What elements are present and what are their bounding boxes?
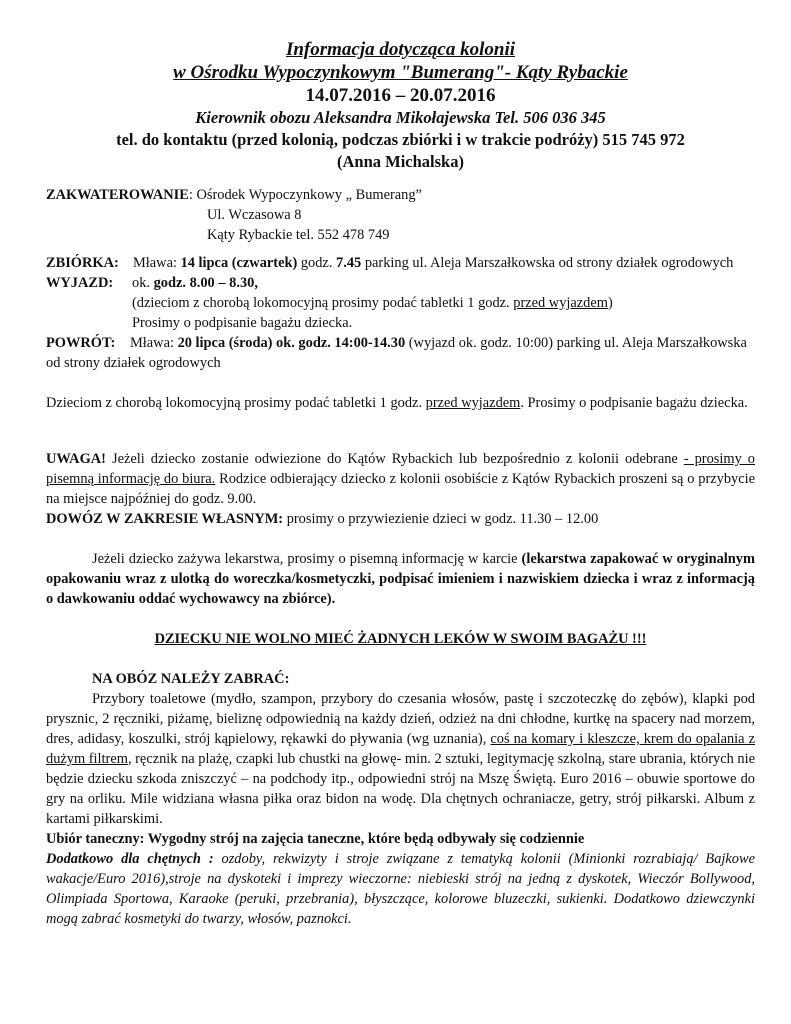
no-medication-warning: DZIECKU NIE WOLNO MIEĆ ŻADNYCH LEKÓW W SWOIM BAGAŻU !!! [154,631,647,647]
motion-sickness-end: . Prosimy o podpisanie bagażu dziecka. [520,395,748,411]
gathering-place: Mława: [133,255,181,271]
departure-section [46,253,755,373]
accommodation-street: Ul. Wczasowa 8 [207,207,302,223]
title-line-2: w Ośrodku Wypoczynkowym "Bumerang"- Kąty Rybackie [173,62,628,83]
gathering-time: 7.45 [336,255,362,271]
departure-prefix: ok. [132,275,154,291]
dance-outfit: Ubiór taneczny: Wygodny strój na zajęcia taneczne, które będą odbywały się codziennie [46,831,585,847]
notice-underlined: - prosimy o pisemną informację do biura. [46,451,755,487]
packing-list [46,689,755,829]
camp-leader: Kierownik obozu Aleksandra Mikołajewska Tel. 506 036 345 [195,108,606,127]
motion-sickness-paragraph [46,393,755,413]
return-label: POWRÓT: [46,335,116,351]
departure-time: godz. 8.00 – 8.30, [153,275,258,291]
departure-note-end: ) [607,295,613,311]
title-line-1: Informacja dotycząca kolonii [285,39,516,60]
extras-label: Dodatkowo dla chętnych : [46,851,214,867]
extras-paragraph [46,849,755,929]
header [46,38,755,173]
departure-luggage-note: Prosimy o podpisanie bagażu dziecka. [132,315,353,331]
medication-paragraph [46,549,755,609]
own-transport-paragraph [46,509,755,529]
own-transport-label: DOWÓZ W ZAKRESIE WŁASNYM: [46,511,284,527]
return-location: (wyjazd ok. godz. 10:00) parking ul. Aleja Marszałkowska od strony działek ogrodowych [46,335,747,371]
extras-text: ozdoby, rekwizyty i stroje związane z tematyką kolonii (Minionki rozrabiają/ Bajkowe wakacje/Euro 2016),stroje na dyskoteki i imprezy wieczorne: niebieski strój na jedną z dyskotek, Wieczór Bollywood, Olimpiada Sportowa, Karaoke (peruki, przebrania), błyszczące, kolorowe bluzeczki, sukienki. Dodatkowo dziewczynki mogą zabrać kosmetyki do twarzy, włosów, paznokci. [46,851,755,927]
notice-label: UWAGA! [46,451,106,467]
motion-sickness-text: Dzieciom z chorobą lokomocyjną prosimy podać tabletki 1 godz. [46,395,426,411]
medication-instructions: (lekarstwa zapakować w oryginalnym opakowaniu wraz z ulotką do woreczka/kosmetyczki, podpisać imieniem i nazwiskiem dziecka i wraz z informacją o dawkowaniu oddać wychowawcy na zbiórce). [46,551,755,607]
departure-note: (dzieciom z chorobą lokomocyjną prosimy podać tabletki 1 godz. [132,295,514,311]
motion-sickness-underlined: przed wyjazdem [425,395,521,411]
notice-paragraph [46,449,755,509]
date-range: 14.07.2016 – 20.07.2016 [305,85,496,106]
contact-phone: tel. do kontaktu (przed kolonią, podczas zbiórki i w trakcie podróży) 515 745 972 [116,130,685,149]
packing-list-underlined: coś na komary i kleszcze, krem do opalania z dużym filtrem [46,731,756,767]
departure-note-underlined: przed wyjazdem [513,295,608,311]
gathering-location: parking ul. Aleja Marszałkowska od strony działek ogrodowych [361,255,734,271]
gathering-date: 14 lipca (czwartek) [180,255,298,271]
return-place: Mława: [130,335,178,351]
accommodation-name: : Ośrodek Wypoczynkowy „ Bumerang” [188,187,422,203]
accommodation-section [46,185,755,245]
accommodation-city-phone: Kąty Rybackie tel. 552 478 749 [207,227,390,243]
own-transport-text: prosimy o przywiezienie dzieci w godz. 11.30 – 12.00 [283,511,599,527]
return-datetime: 20 lipca (środa) ok. godz. 14:00-14.30 [177,335,406,351]
accommodation-label: ZAKWATEROWANIE [46,187,189,203]
notice-text-end: Rodzice odbierający dziecko z kolonii osobiście z Kątów Rybackich proszeni są o przybycie na miejsce najpóźniej do godz. 9.00. [46,471,756,507]
gathering-time-prefix: godz. [297,255,337,271]
packing-list-text-end: , ręcznik na plażę, czapki lub chustki na głowę- min. 2 sztuki, legitymację szkolną, stare ubrania, których nie będzie dziecku szkoda zniszczyć – na podchody itp., odpowiedni strój na Mszę Świętą. Euro 2016 – obuwie sportowe do gry na orliku. Mile widziana własna piłka oraz bidon na wodę. Dla chętnych ochraniacze, getry, strój piłkarski. Album z kartami piłkarskimi. [46,751,755,827]
departure-label: WYJAZD: [46,275,114,291]
gathering-label: ZBIÓRKA: [46,255,119,271]
contact-name: (Anna Michalska) [337,152,464,171]
notice-text: Jeżeli dziecko zostanie odwiezione do Kątów Rybackich lub bezpośrednio z kolonii odebrane [105,451,684,467]
packing-list-text: Przybory toaletowe (mydło, szampon, przybory do czesania włosów, pastę i szczoteczkę do zębów), klapki pod prysznic, 2 ręczniki, piżamę, bieliznę odpowiednią na każdy dzień, odzież na dni chłodne, kurtkę na spacery nad morzem, dres, adidasy, koszulki, strój kąpielowy, rękawki do pływania (wg uznania), [46,691,755,747]
medication-text: Jeżeli dziecko zażywa lekarstwa, prosimy o pisemną informację w karcie [92,551,522,567]
packing-heading: NA OBÓZ NALEŻY ZABRAĆ: [92,671,290,687]
